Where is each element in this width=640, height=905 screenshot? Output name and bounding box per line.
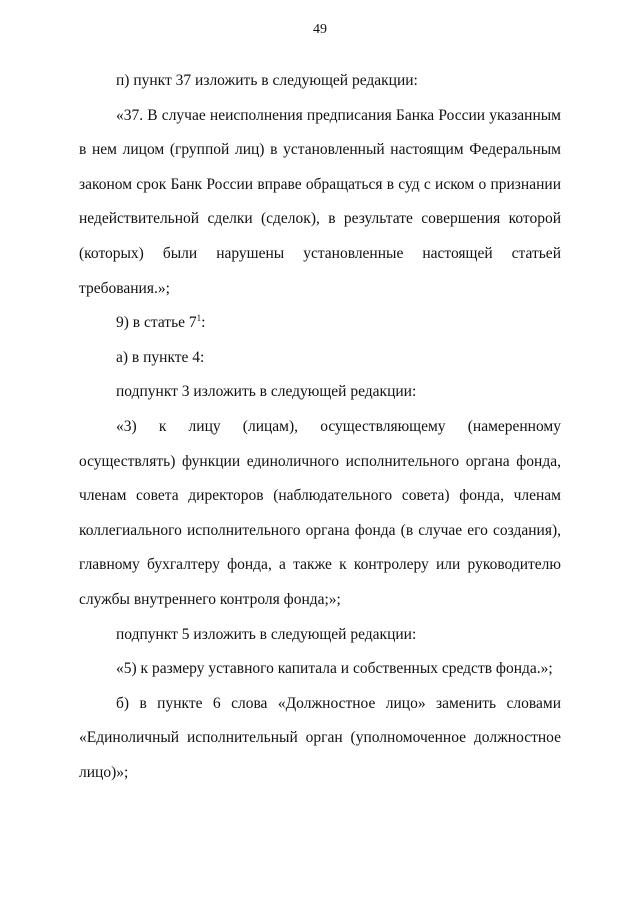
paragraph-subitem-5-intro: подпункт 5 изложить в следующей редакции: <box>116 625 417 643</box>
article-superscript: 1 <box>196 313 202 324</box>
paragraph-item-a: а) в пункте 4: <box>116 348 205 366</box>
paragraph-subitem-3: «3) к лицу (лицам), осуществляющему (намеренному осуществлять) функции единоличного исполнительного органа фонда, членам совета директоров (наблюдательного совета) фонда, членам коллегиального исполнительного органа фонда (в случае его создания), главному бухгалтеру фонда, а также к контролеру или руководителю службы внутреннего контроля фонда;»; <box>79 417 561 608</box>
paragraph-item-b: б) в пункте 6 слова «Должностное лицо» заменить словами «Единоличный исполнительный орган (уполномоченное должностное лицо)»; <box>79 694 561 781</box>
page-number: 49 <box>313 22 327 37</box>
paragraph-subitem-3-intro: подпункт 3 изложить в следующей редакции: <box>116 383 417 401</box>
paragraph-item-9-text: 9) в статье 7 <box>116 314 197 332</box>
paragraph-item-9-colon: : <box>201 314 206 332</box>
paragraph-item-p: п) пункт 37 изложить в следующей редакции: <box>116 72 418 89</box>
paragraph-clause-37: «37. В случае неисполнения предписания Банка России указанным в нем лицом (группой лиц) в установленный настоящим Федеральным законом срок Банк России вправе обращаться в суд с иском о признании недействительной сделки (сделок), в результате совершения которой (которых) были нарушены установленные настоящей статьей требования.»; <box>79 106 561 297</box>
paragraph-subitem-5: «5) к размеру уставного капитала и собственных средств фонда.»; <box>116 660 553 678</box>
document-body <box>79 64 561 790</box>
paragraph-item-9 <box>79 306 561 341</box>
